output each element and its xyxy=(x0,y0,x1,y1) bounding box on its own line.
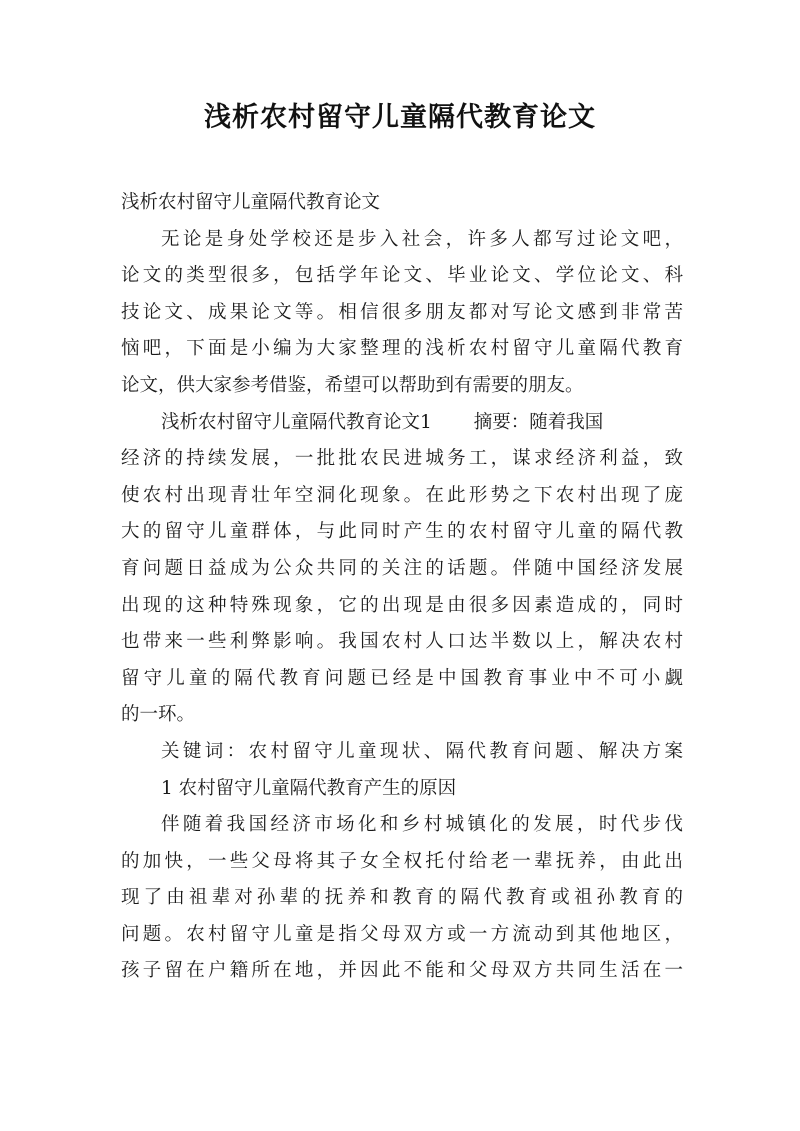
text-line: 大的留守儿童群体，与此同时产生的农村留守儿童的隔代教 xyxy=(121,521,683,543)
text-line: 关键词：农村留守儿童现状、隔代教育问题、解决方案 xyxy=(161,740,683,762)
text-line xyxy=(121,405,683,442)
text-line: 问题。农村留守儿童是指父母双方或一方流动到其他地区， xyxy=(121,923,683,945)
text-line: 恼吧，下面是小编为大家整理的浅析农村留守儿童隔代教育 xyxy=(121,338,683,360)
text-line: 论文，供大家参考借鉴，希望可以帮助到有需要的朋友。 xyxy=(121,374,584,396)
text-line: 的加快，一些父母将其子女全权托付给老一辈抚养，由此出 xyxy=(121,850,683,872)
document-title: 浅析农村留守儿童隔代教育论文 xyxy=(204,102,596,133)
abstract-start: 摘要：随着我国 xyxy=(473,411,604,433)
text-line: 1 农村留守儿童隔代教育产生的原因 xyxy=(161,777,457,799)
section-heading: 浅析农村留守儿童隔代教育论文1 xyxy=(161,411,432,433)
text-line: 现了由祖辈对孙辈的抚养和教育的隔代教育或祖孙教育的 xyxy=(121,887,683,909)
text-line: 技论文、成果论文等。相信很多朋友都对写论文感到非常苦 xyxy=(121,301,683,323)
text-line: 浅析农村留守儿童隔代教育论文 xyxy=(121,192,381,213)
text-line: 也带来一些利弊影响。我国农村人口达半数以上，解决农村 xyxy=(121,631,683,653)
text-line: 留守儿童的隔代教育问题已经是中国教育事业中不可小觑 xyxy=(121,667,683,689)
text-line: 论文的类型很多，包括学年论文、毕业论文、学位论文、科 xyxy=(121,265,683,287)
text-line: 的一环。 xyxy=(121,704,196,726)
text-line: 经济的持续发展，一批批农民进城务工，谋求经济利益，致 xyxy=(121,448,683,470)
text-line: 使农村出现青壮年空洞化现象。在此形势之下农村出现了庞 xyxy=(121,484,683,506)
text-line: 出现的这种特殊现象，它的出现是由很多因素造成的，同时 xyxy=(121,594,683,616)
text-line: 无论是身处学校还是步入社会，许多人都写过论文吧， xyxy=(161,228,683,250)
document-body xyxy=(121,185,683,990)
text-line: 育问题日益成为公众共同的关注的话题。伴随中国经济发展 xyxy=(121,557,683,579)
text-line: 伴随着我国经济市场化和乡村城镇化的发展，时代步伐 xyxy=(161,814,683,836)
text-line: 孩子留在户籍所在地，并因此不能和父母双方共同生活在一 xyxy=(121,960,683,982)
